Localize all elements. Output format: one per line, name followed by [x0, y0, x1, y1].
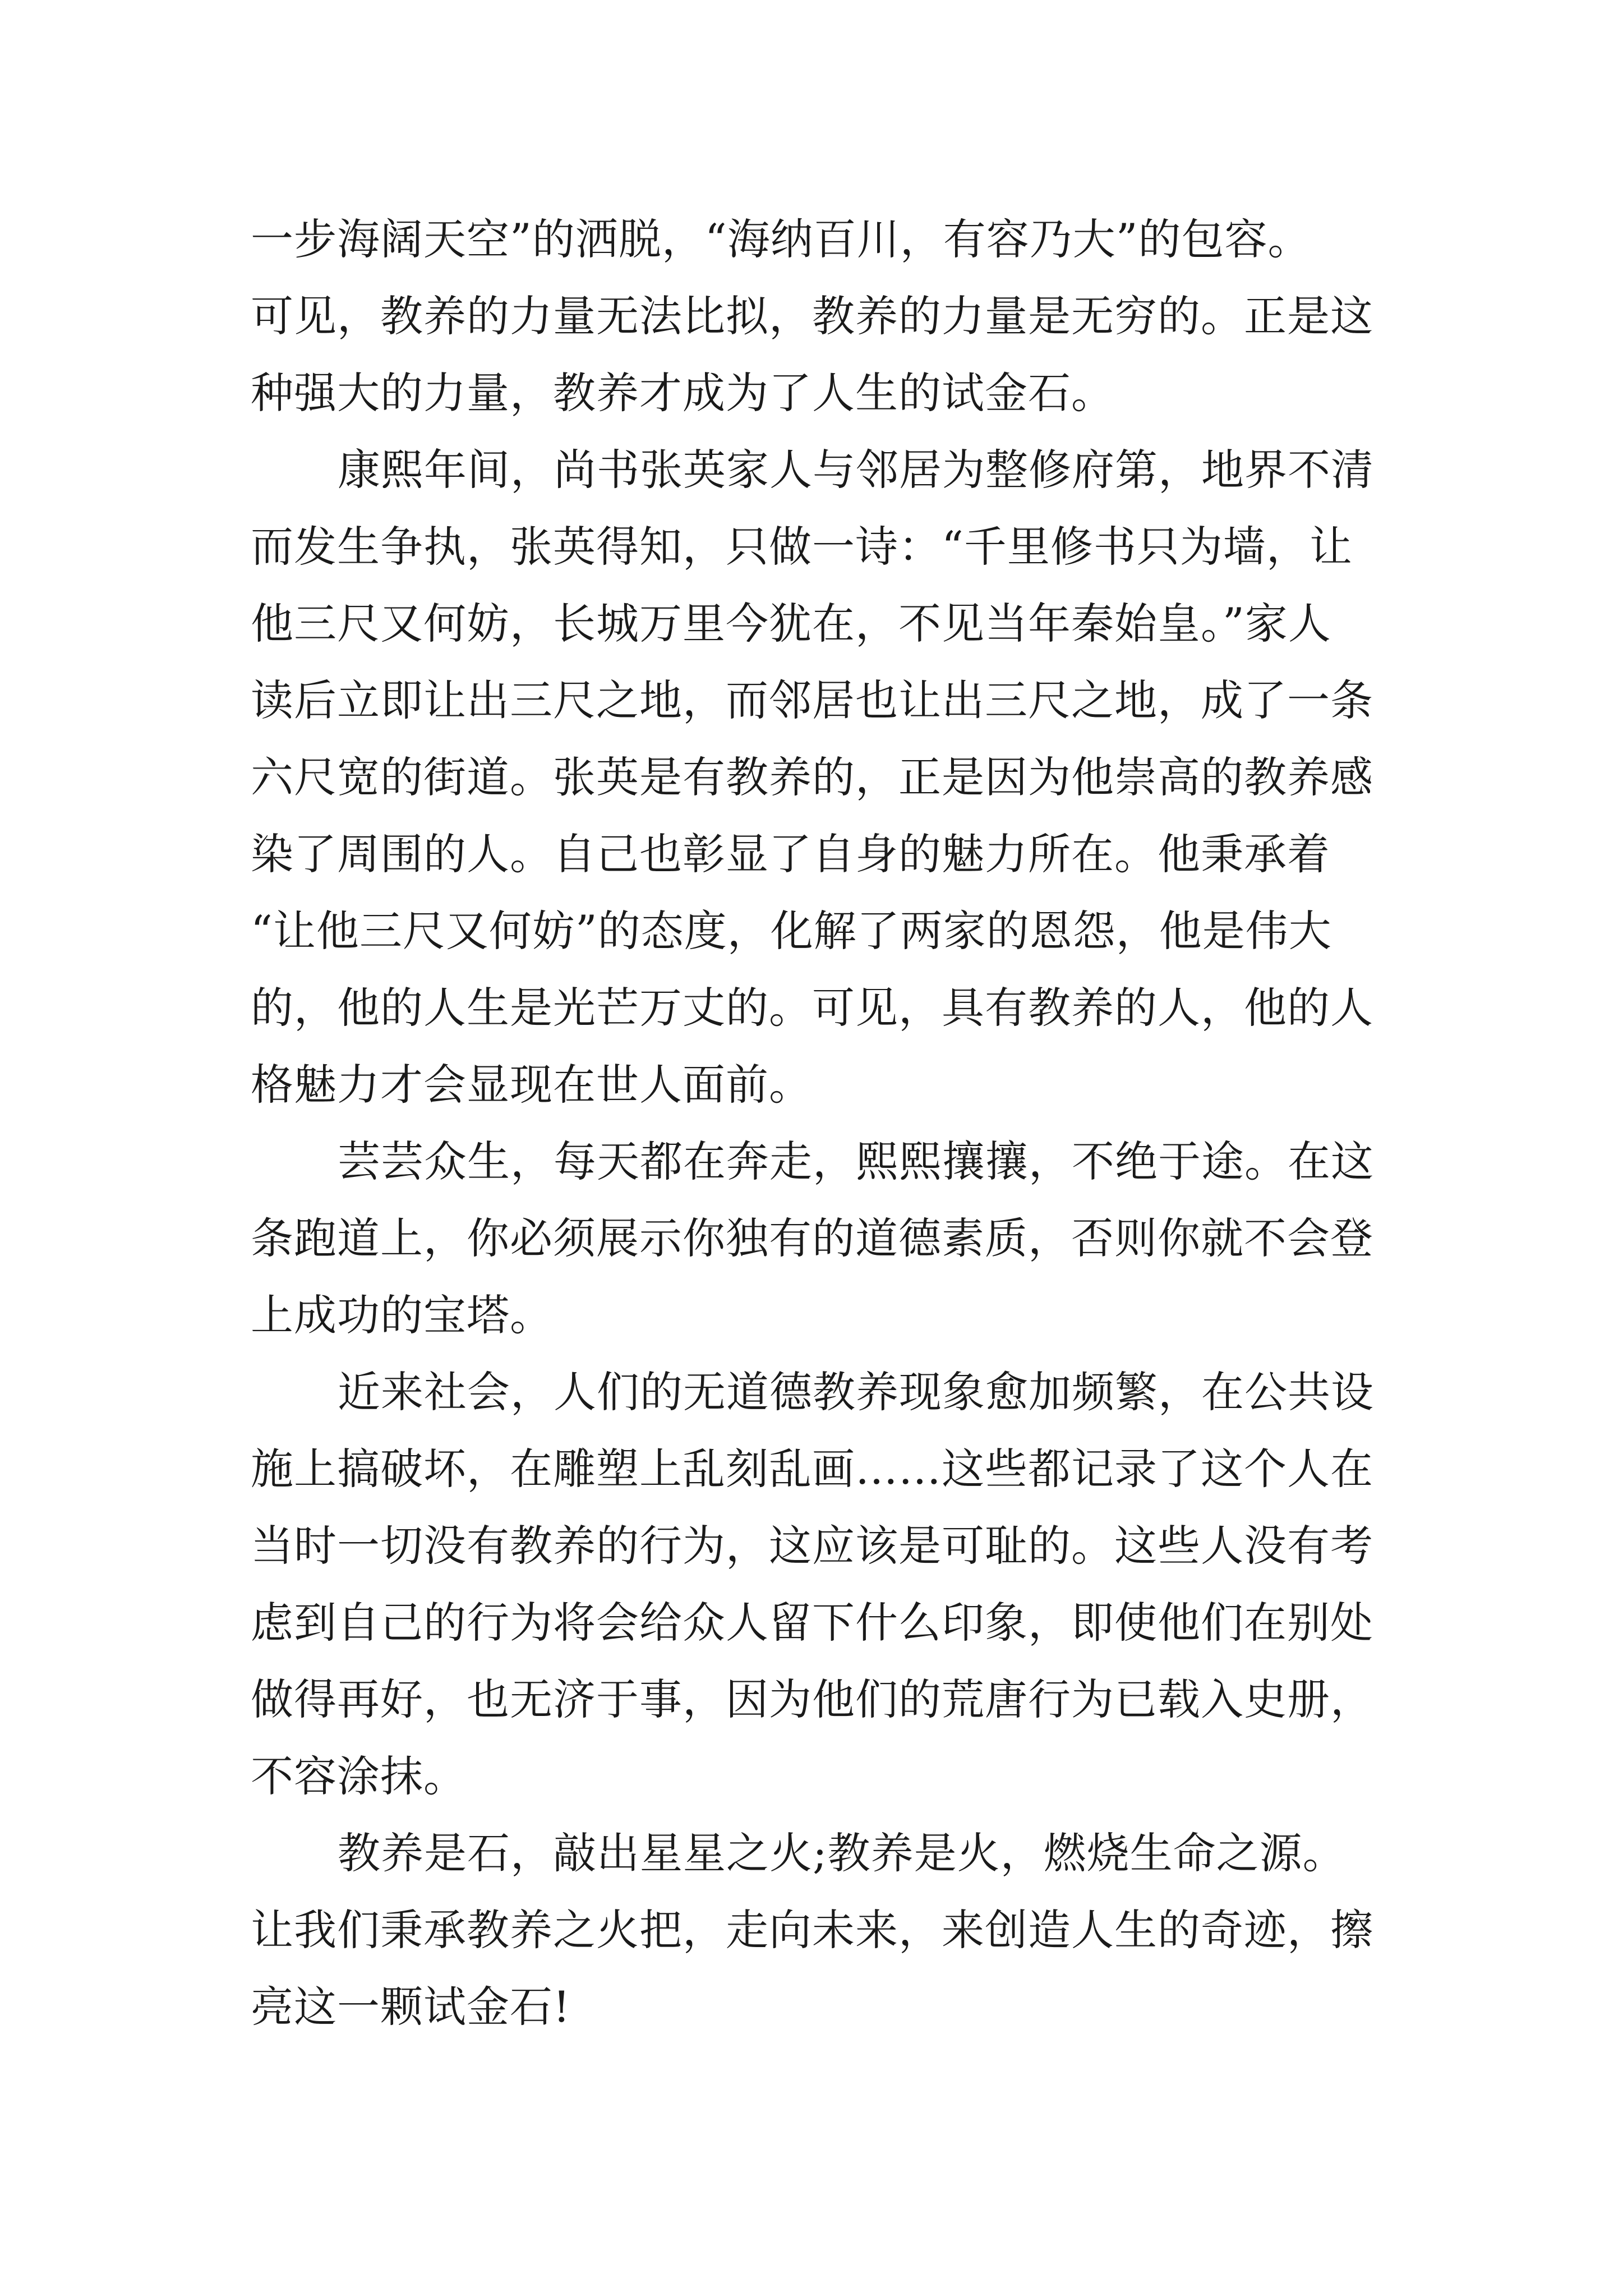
paragraph-start-line: 近来社会，人们的无道德教养现象愈加频繁，在公共设 [338, 1367, 1374, 1417]
text-line: 他三尺又何妨，长城万里今犹在，不见当年秦始皇。”家人 [251, 599, 1331, 648]
text-line: 让我们秉承教养之火把，走向未来，来创造人生的奇迹，擦 [251, 1905, 1373, 1955]
text-line: 读后立即让出三尺之地，而邻居也让出三尺之地，成了一条 [251, 675, 1373, 725]
text-line: 上成功的宝塔。 [251, 1290, 553, 1340]
text-line: 的，他的人生是光芒万丈的。可见，具有教养的人，他的人 [251, 983, 1373, 1033]
paragraph-start-line: 教养是石，敲出星星之火;教养是火，燃烧生命之源。 [338, 1828, 1346, 1878]
paragraph-start-line: 芸芸众生，每天都在奔走，熙熙攘攘，不绝于途。在这 [338, 1137, 1374, 1186]
text-line: 六尺宽的街道。张英是有教养的，正是因为他崇高的教养感 [251, 752, 1373, 802]
text-line: 亮这一颗试金石! [251, 1982, 571, 2032]
text-line: 一步海阔天空”的洒脱，“海纳百川，有容乃大”的包容。 [251, 214, 1311, 264]
paragraph-start-line: 康熙年间，尚书张英家人与邻居为整修府第，地界不清 [338, 445, 1374, 495]
body-text [251, 201, 1392, 2045]
text-line: 染了周围的人。自己也彰显了自身的魅力所在。他秉承着 [251, 829, 1330, 879]
text-line: 施上搞破坏，在雕塑上乱刻乱画……这些都记录了这个人在 [251, 1444, 1373, 1494]
text-line: 格魅力才会显现在世人面前。 [251, 1060, 812, 1110]
text-line: 做得再好，也无济于事，因为他们的荒唐行为已载入史册， [251, 1674, 1373, 1724]
text-line: 虑到自己的行为将会给众人留下什么印象，即使他们在别处 [251, 1598, 1373, 1648]
text-line: 可见，教养的力量无法比拟，教养的力量是无穷的。正是这 [251, 291, 1373, 341]
text-line: “让他三尺又何妨”的态度，化解了两家的恩怨，他是伟大 [251, 906, 1332, 956]
text-line: 而发生争执，张英得知，只做一诗：“千里修书只为墙，让 [251, 522, 1353, 572]
text-line: 当时一切没有教养的行为，这应该是可耻的。这些人没有考 [251, 1521, 1373, 1571]
text-line: 种强大的力量，教养才成为了人生的试金石。 [251, 368, 1114, 418]
text-line: 条跑道上，你必须展示你独有的道德素质，否则你就不会登 [251, 1213, 1373, 1263]
text-line: 不容涂抹。 [251, 1751, 467, 1801]
